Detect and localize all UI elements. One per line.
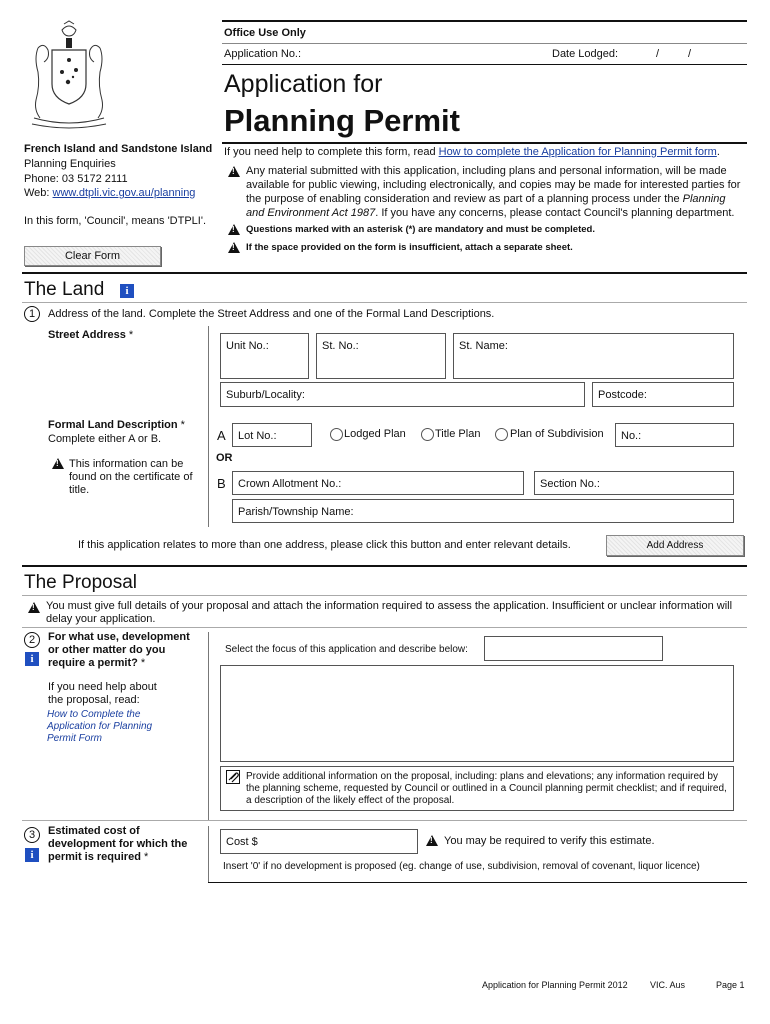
office-bottom-rule [222,64,747,65]
footer-page-number: Page 1 [716,980,745,990]
street-no-field[interactable]: St. No.: [316,333,446,379]
cost-field[interactable]: Cost $ [220,829,418,854]
question-2-number: 2 [24,632,40,648]
proposal-heading: The Proposal [24,572,138,593]
q3-bottom-rule [208,882,747,883]
section-no-field[interactable]: Section No.: [534,471,734,495]
footer-title: Application for Planning Permit 2012 [482,980,628,990]
info-icon[interactable]: i [25,652,39,666]
certificate-title-note: This information can be found on the certificate of title. [69,458,193,496]
complete-either-text: Complete either A or B. [48,433,162,445]
focus-select[interactable] [484,636,663,661]
crown-allotment-field[interactable]: Crown Allotment No.: [232,471,524,495]
add-address-button[interactable]: Add Address [606,535,744,556]
proposal-help-link[interactable]: How to Complete the Application for Planning Permit Form [47,709,153,744]
council-web-link[interactable]: www.dtpli.vic.gov.au/planning [52,187,196,199]
proposal-field-divider [208,632,209,820]
planning-enquiries: Planning Enquiries [24,158,116,170]
proposal-section-rule [22,565,747,567]
question-3-number: 3 [24,827,40,843]
notice-1-text: Any material submitted with this application, including plans and personal information, will be made available for public viewing, including electronically, and copies may be made for interested parties for the purpose of enabling consideration and review as part of a planning process under the [246,165,741,205]
proposal-warning: You must give full details of your proposal and attach the information required to assess the application. Insufficient or unclear information will delay your application. [46,600,733,625]
proposal-heading-underline [22,595,747,596]
lodged-plan-radio[interactable] [330,428,343,441]
mandatory-notice: Questions marked with an asterisk (*) are mandatory and must be completed. [246,224,595,235]
lodged-plan-label: Lodged Plan [344,428,406,440]
or-label: OR [216,452,233,464]
question-2-text [48,631,198,670]
date-separator-2: / [688,48,692,60]
notice-1-act: Planning and Environment Act 1987 [246,193,726,219]
warning-icon [228,242,240,253]
select-focus-label: Select the focus of this application and describe below: [225,644,468,655]
notice-1-end: . If you have any concerns, please contact Council's planning department. [375,207,735,219]
warning-icon [426,835,438,846]
header-top-rule [222,20,747,22]
street-address-text: Street Address [48,329,126,341]
help-link[interactable]: How to complete the Application for Planning Permit form [438,146,717,158]
help-suffix: . [716,146,720,158]
insert-zero-text: Insert '0' if no development is proposed (eg. change of use, subdivision, removal of covenant, liquor licence) [223,861,700,872]
help-text [224,146,754,158]
asterisk: * [180,419,185,431]
plan-no-field[interactable]: No.: [615,423,734,447]
verify-estimate-text: You may be required to verify this estimate. [444,835,655,847]
land-section-rule [22,272,747,274]
question-1-text: Address of the land. Complete the Street Address and one of the Formal Land Descriptions. [48,308,495,320]
separate-sheet-notice: If the space provided on the form is insufficient, attach a separate sheet. [246,242,573,253]
proposal-warning-rule [22,627,747,628]
option-a-label: A [217,428,226,443]
date-lodged-label: Date Lodged: [552,48,619,60]
street-address-label [48,329,133,341]
info-icon[interactable]: i [120,284,134,298]
council-name: French Island and Sandstone Island [24,143,213,155]
q2-label: For what use, development or other matter do you require a permit? [48,631,190,669]
warning-icon [228,166,240,177]
land-heading-underline [22,302,747,303]
more-address-text: If this application relates to more than one address, please click this button and enter relevant details. [78,539,571,551]
suburb-field[interactable]: Suburb/Locality: [220,382,585,407]
warning-icon [28,602,40,613]
q3-field-divider [208,826,209,882]
question-3-text [48,825,198,864]
warning-icon [228,224,240,235]
option-b-label: B [217,476,226,491]
page-title-line1: Application for [224,70,383,98]
title-plan-radio[interactable] [421,428,434,441]
title-plan-label: Title Plan [435,428,481,440]
page-title-line2: Planning Permit [224,103,460,138]
land-field-divider [208,326,209,527]
unit-no-field[interactable]: Unit No.: [220,333,309,379]
victoria-coat-of-arms [24,20,114,132]
formal-land-label [48,419,185,431]
title-rule [222,142,747,144]
provide-info-text: Provide additional information on the proposal, including: plans and elevations; any information required by the planning scheme, requested by Council or outlined in a Council planning permit checklist; and if required, a description of the likely effect of the proposal. [246,771,727,806]
lot-no-field[interactable]: Lot No.: [232,423,312,447]
question-1-number: 1 [24,306,40,322]
warning-icon [52,458,64,469]
info-icon[interactable]: i [25,848,39,862]
public-viewing-notice [246,164,746,220]
paperclip-icon [226,770,240,784]
application-no-label: Application No.: [224,48,302,60]
footer-jurisdiction: VIC. Aus [650,980,686,990]
office-use-only-label: Office Use Only [224,27,306,39]
proposal-help-text: If you need help about the proposal, read: [48,681,157,706]
office-rule [222,43,747,44]
postcode-field[interactable]: Postcode: [592,382,734,407]
asterisk: * [128,329,134,341]
asterisk: * [143,851,149,863]
asterisk: * [140,657,146,669]
date-separator-1: / [656,48,660,60]
q3-label: Estimated cost of development for which the permit is required [48,825,188,863]
council-phone: Phone: 03 5172 2111 [24,173,128,185]
street-name-field[interactable]: St. Name: [453,333,734,379]
help-prefix: If you need help to complete this form, read [224,146,436,158]
clear-form-button[interactable]: Clear Form [24,246,161,266]
parish-township-field[interactable]: Parish/Township Name: [232,499,734,523]
plan-of-subdivision-label: Plan of Subdivision [510,428,604,440]
formal-land-text: Formal Land Description [48,419,178,431]
land-heading: The Land [24,279,105,300]
q3-rule [22,820,747,821]
council-web [24,187,195,199]
web-label: Web: [24,187,50,199]
council-definition: In this form, 'Council', means 'DTPLI'. [24,215,207,227]
proposal-description-field[interactable] [220,665,734,762]
plan-of-subdivision-radio[interactable] [495,428,508,441]
